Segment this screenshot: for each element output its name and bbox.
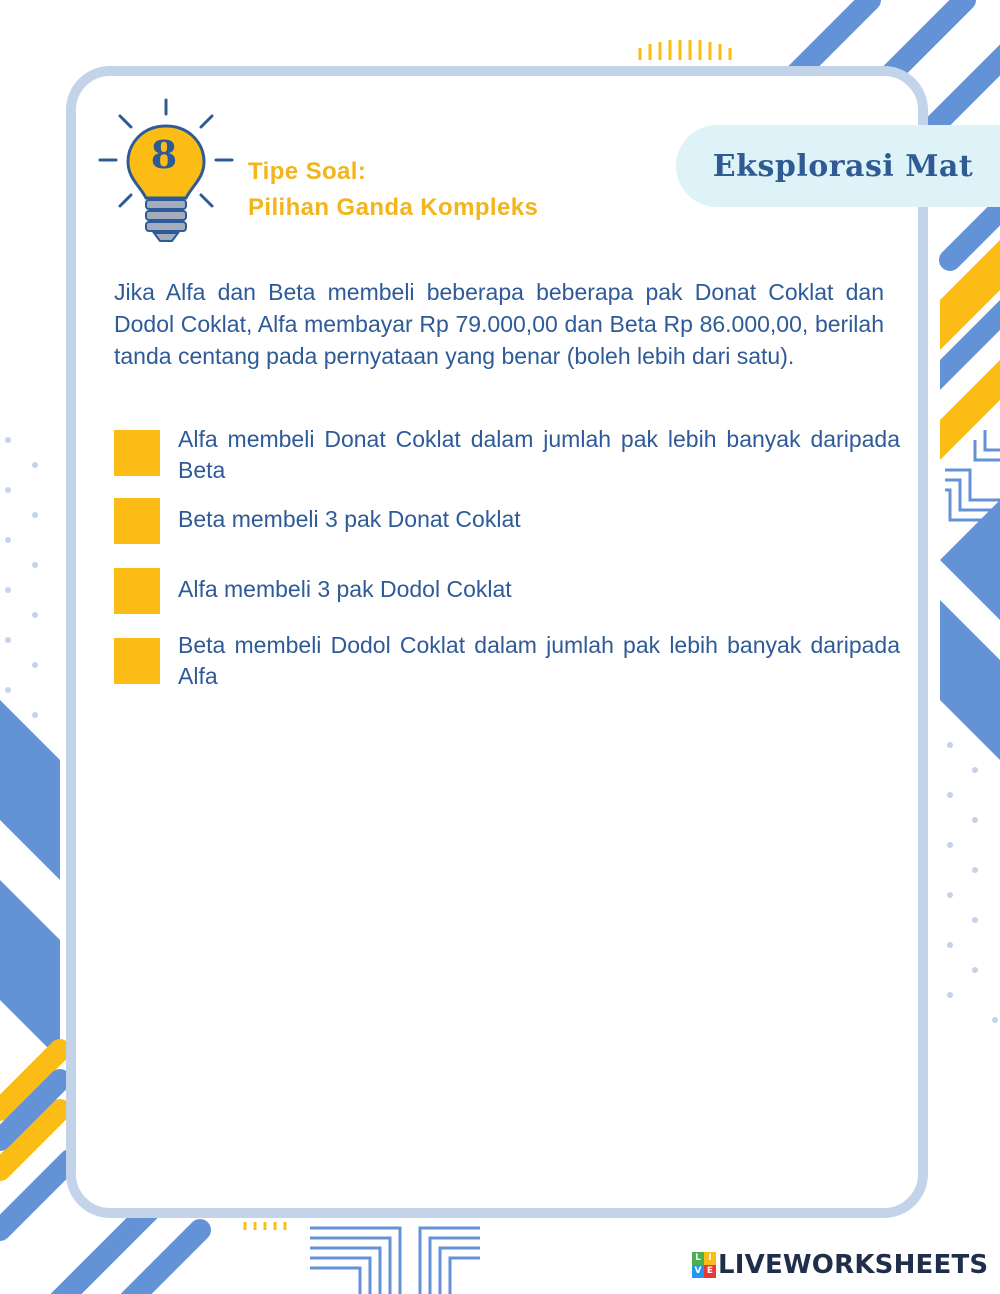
option-1 (114, 426, 900, 486)
lightbulb-icon (98, 98, 234, 246)
section-tab (676, 125, 1000, 207)
logo-mark-i: I (704, 1252, 716, 1265)
section-tab-label: Eksplorasi Mat (712, 148, 974, 184)
option-3-text: Alfa membeli 3 pak Dodol Coklat (178, 576, 512, 602)
option-3-checkbox[interactable] (114, 568, 160, 614)
option-2-text: Beta membeli 3 pak Donat Coklat (178, 506, 521, 532)
option-2 (114, 498, 900, 544)
logo-mark-e: E (704, 1265, 716, 1278)
question-type-line1: Tipe Soal: (248, 158, 367, 185)
question-number: 8 (150, 132, 178, 177)
option-1-text: Alfa membeli Donat Coklat dalam jumlah pak lebih banyak daripada Beta (178, 426, 900, 483)
option-4 (114, 632, 900, 692)
option-2-checkbox[interactable] (114, 498, 160, 544)
liveworksheets-logo-text: LIVEWORKSHEETS (718, 1250, 989, 1280)
option-3 (114, 568, 900, 614)
option-4-checkbox[interactable] (114, 638, 160, 684)
liveworksheets-logo (692, 1250, 988, 1280)
logo-mark-l: L (692, 1252, 704, 1265)
question-type-line2: Pilihan Ganda Kompleks (248, 194, 539, 221)
option-1-checkbox[interactable] (114, 430, 160, 476)
question-text: Jika Alfa dan Beta membeli beberapa beberapa pak Donat Coklat dan Dodol Coklat, Alfa membayar Rp 79.000,00 dan Beta Rp 86.000,00, berilah tanda centang pada pernyataan yang benar (boleh lebih dari satu). (114, 279, 884, 369)
logo-mark-v: V (692, 1265, 704, 1278)
question-type (248, 154, 538, 226)
liveworksheets-logo-icon (692, 1252, 716, 1278)
option-4-text: Beta membeli Dodol Coklat dalam jumlah pak lebih banyak daripada Alfa (178, 632, 900, 689)
